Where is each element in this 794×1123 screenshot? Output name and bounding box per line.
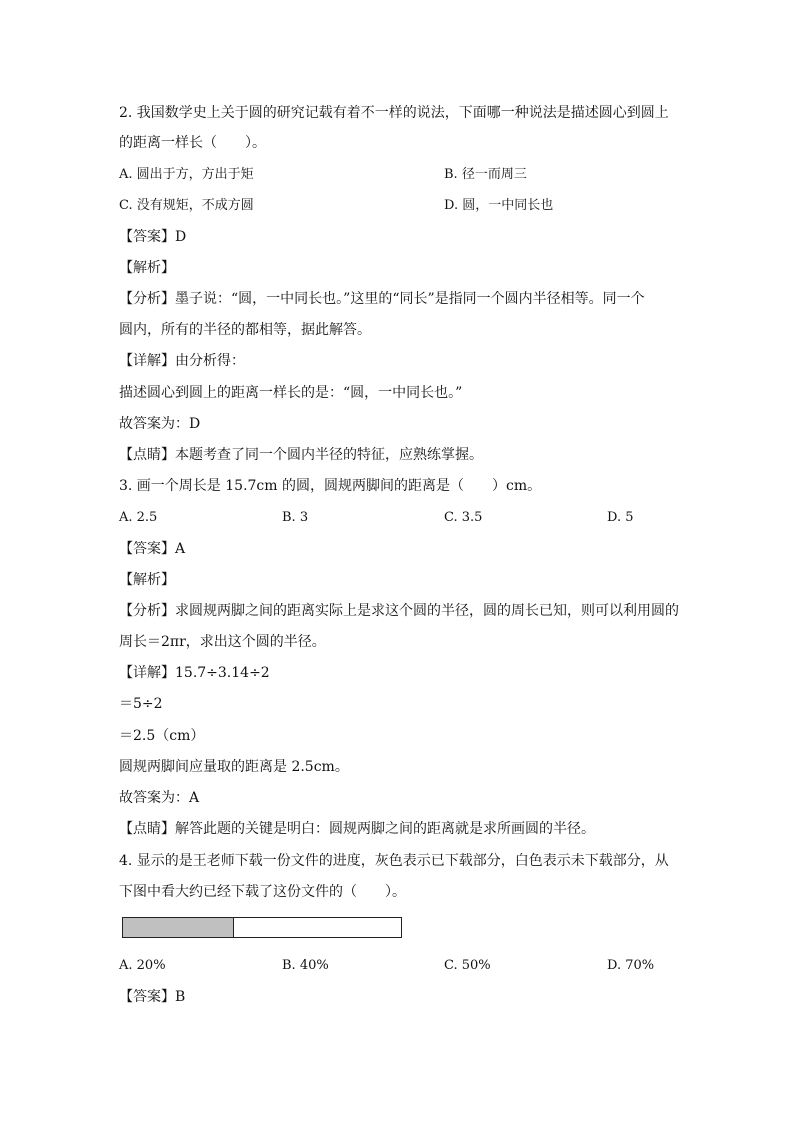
q2-stem-line2: 的距离一样长（ ）。	[119, 135, 266, 151]
q2-option-d: D. 圆，一中同长也	[444, 198, 554, 213]
q3-fenxi-line2: 周长＝2πr，求出这个圆的半径。	[119, 634, 326, 650]
q2-option-b: B. 径一而周三	[444, 167, 527, 182]
q2-fenxi-line2: 圆内，所有的半径的都相等，据此解答。	[119, 322, 371, 338]
q3-xiangjie-line1: 【详解】15.7÷3.14÷2	[119, 665, 270, 681]
q4-stem-line1: 4. 显示的是王老师下载一份文件的进度，灰色表示已下载部分，白色表示未下载部分，从	[119, 853, 669, 869]
q3-dianjing: 【点睛】解答此题的关键是明白：圆规两脚之间的距离就是求所画圆的半径。	[119, 821, 595, 837]
q4-option-d: D. 70%	[607, 958, 655, 973]
download-progress-bar	[122, 917, 402, 938]
q3-conclusion: 故答案为：A	[119, 790, 200, 806]
q3-analysis-heading: 【解析】	[119, 572, 175, 588]
q3-xiangjie-line3: ＝2.5（cm）	[119, 728, 205, 744]
q3-option-a: A. 2.5	[119, 510, 158, 525]
q2-option-a: A. 圆出于方，方出于矩	[119, 167, 254, 182]
download-progress-fill	[123, 918, 234, 937]
q3-option-c: C. 3.5	[444, 510, 483, 525]
q3-xiangjie-line4: 圆规两脚间应量取的距离是 2.5cm。	[119, 759, 349, 775]
q2-xiangjie-line2: 描述圆心到圆上的距离一样长的是：“圆，一中同长也。”	[119, 385, 463, 401]
q4-option-b: B. 40%	[282, 958, 329, 973]
q3-answer: 【答案】A	[119, 541, 186, 557]
q2-fenxi-line1: 【分析】墨子说：“圆，一中同长也。”这里的“同长”是指同一个圆内半径相等。同一个	[119, 291, 645, 307]
q4-answer: 【答案】B	[119, 989, 186, 1005]
q4-option-c: C. 50%	[444, 958, 491, 973]
q2-option-c: C. 没有规矩，不成方圆	[119, 198, 254, 213]
q4-option-a: A. 20%	[119, 958, 166, 973]
q2-dianjing: 【点睛】本题考查了同一个圆内半径的特征，应熟练掌握。	[119, 447, 483, 463]
q4-stem-line2: 下图中看大约已经下载了这份文件的（ ）。	[119, 884, 406, 900]
q2-conclusion: 故答案为：D	[119, 416, 201, 432]
q3-fenxi-line1: 【分析】求圆规两脚之间的距离实际上是求这个圆的半径，圆的周长已知，则可以利用圆的	[119, 603, 679, 619]
q2-xiangjie-line1: 【详解】由分析得：	[119, 353, 245, 369]
q3-option-d: D. 5	[607, 510, 634, 525]
q3-stem: 3. 画一个周长是 15.7cm 的圆，圆规两脚间的距离是（ ）cm。	[119, 478, 542, 494]
q2-answer: 【答案】D	[119, 229, 187, 245]
q3-xiangjie-line2: ＝5÷2	[119, 696, 163, 712]
q2-stem-line1: 2. 我国数学史上关于圆的研究记载有着不一样的说法，下面哪一种说法是描述圆心到圆上	[119, 105, 669, 121]
q2-analysis-heading: 【解析】	[119, 260, 175, 276]
q3-option-b: B. 3	[282, 510, 309, 525]
